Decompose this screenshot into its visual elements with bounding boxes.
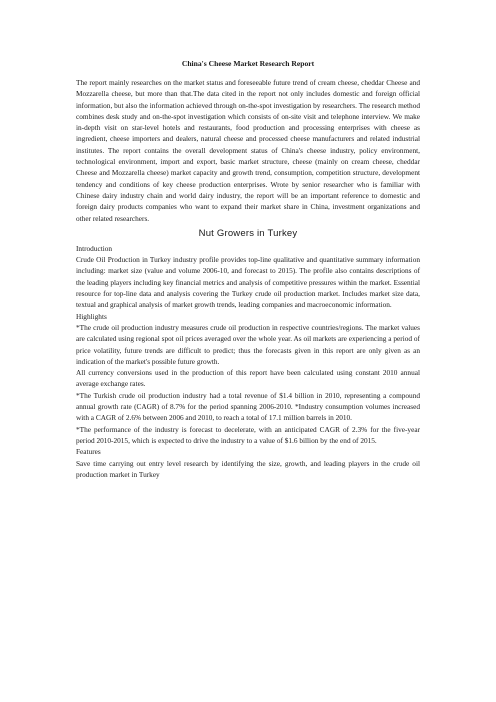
highlight-paragraph-3: *The Turkish crude oil production industry had a total revenue of $1.4 billion in 2010, representing a compound annual growth rate (CAGR) of 8.7% for the period spanning 2006-2010. *Industry consumption volumes increased with a CAGR of 2.6% between 2006 and 2010, to reach a total of 17.1 million barrels in 2010. [76,390,420,423]
document-page [76,58,420,480]
features-label: Features [76,447,101,457]
intro-paragraph: The report mainly researches on the market status and foreseeable future trend of cream cheese, cheddar Cheese and Mozzarella cheese, but more than that.The data cited in the report not only includes domestic and foreign official information, but also the information achieved through on-the-spot investigation by researchers. The research method combines desk study and on-the-spot investigation which consists of on-site visit and telephone interview. We make in-depth visit on star-level hotels and restaurants, food production and processing enterprises with cheese as ingredient, cheese importers and dealers, natural cheese and processed cheese manufacturers and related industrial institutes. The report contains the overall development status of China's cheese industry, policy environment, technological environment, import and export, basic market structure, cheese (mainly on cream cheese, cheddar Cheese and Mozzarella cheese) market capacity and growth trend, consumption, competition structure, development tendency and conditions of key cheese production enterprises. Wrote by senior researcher who is familiar with Chinese dairy industry chain and world dairy industry, the report will be an important reference to domestic and foreign dairy products companies who want to expand their market share in China, investment organizations and other related researchers. [76,78,420,223]
section-heading: Nut Growers in Turkey [198,227,298,239]
document-title: China's Cheese Market Research Report [181,59,315,68]
highlight-paragraph-2: All currency conversions used in the production of this report have been calculated using constant 2010 annual average exchange rates. [76,368,420,389]
highlight-paragraph-1: *The crude oil production industry measures crude oil production in respective countries/regions. The market values are calculated using regional spot oil prices averaged over the whole year. As oil markets are experiencing a period of price volatility, future trends are difficult to predict; thus the forecasts given in this report are only given as an indication of the market's possible future growth. [76,322,420,366]
features-paragraph: Save time carrying out entry level research by identifying the size, growth, and leading players in the crude oil production market in Turkey [76,458,420,479]
introduction-label: Introduction [76,243,113,253]
introduction-paragraph: Crude Oil Production in Turkey industry profile provides top-line qualitative and quantitative summary information including: market size (value and volume 2006-10, and forecast to 2015). The profile also contains descriptions of the leading players including key financial metrics and analysis of competitive pressures within the market. Essential resource for top-line data and analysis covering the Turkey crude oil production market. Includes market size data, textual and graphical analysis of market growth trends, leading companies and macroeconomic information. [76,255,420,310]
highlight-paragraph-4: *The performance of the industry is forecast to decelerate, with an anticipated CAGR of 2.3% for the five-year period 2010-2015, which is expected to drive the industry to a value of $1.6 billion by the end of 2015. [76,424,420,445]
highlights-label: Highlights [76,311,107,321]
